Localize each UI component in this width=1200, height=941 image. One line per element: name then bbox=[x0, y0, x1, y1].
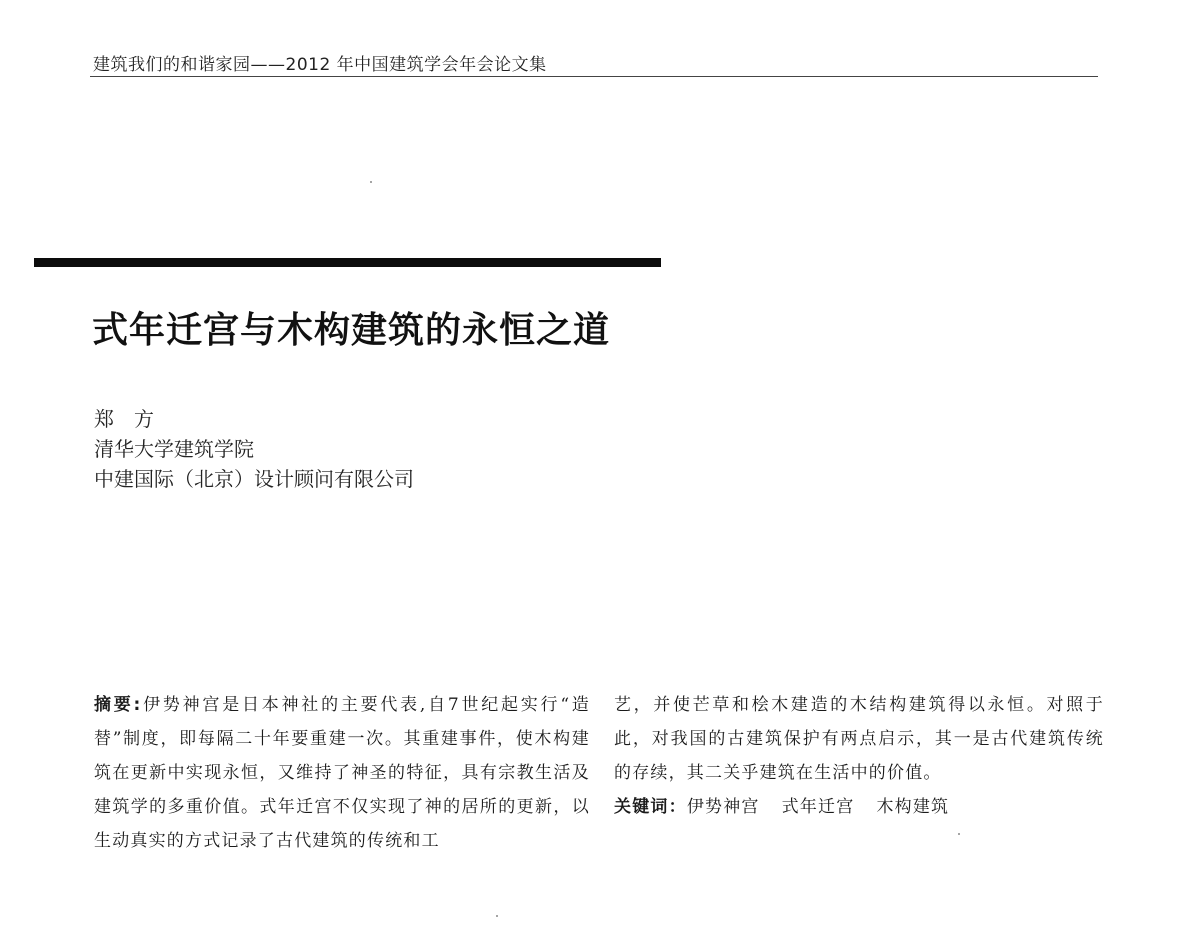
scan-speck bbox=[496, 915, 498, 917]
abstract-text-left: 伊势神宫是日本神社的主要代表,自7世纪起实行“造替”制度，即每隔二十年要重建一次。其重建事件，使木构建筑在更新中实现永恒，又维持了神圣的特征，具有宗教生活及建筑学的多重价值。式年迁宫不仅实现了神的居所的更新，以生动真实的方式记录了古代建筑的传统和工 bbox=[94, 695, 590, 851]
paper-title: 式年迁宫与木构建筑的永恒之道 bbox=[92, 310, 611, 351]
keyword-1: 伊势神宫 bbox=[686, 797, 760, 817]
keyword-2: 式年迁宫 bbox=[781, 797, 855, 817]
title-bar bbox=[34, 258, 661, 267]
abstract-right-column bbox=[614, 688, 1104, 824]
abstract-label: 摘要: bbox=[94, 695, 142, 715]
scan-speck bbox=[958, 833, 960, 835]
scan-speck bbox=[370, 181, 372, 183]
affiliation-2: 中建国际（北京）设计顾问有限公司 bbox=[94, 467, 414, 491]
affiliation-1: 清华大学建筑学院 bbox=[94, 437, 254, 461]
keywords-label: 关键词： bbox=[614, 797, 687, 817]
abstract-left-column bbox=[94, 688, 590, 858]
running-header: 建筑我们的和谐家园——2012 年中国建筑学会年会论文集 bbox=[93, 55, 547, 75]
header-rule bbox=[90, 76, 1098, 77]
keyword-3: 木构建筑 bbox=[876, 797, 950, 817]
abstract-text-right: 艺，并使芒草和桧木建造的木结构建筑得以永恒。对照于此，对我国的古建筑保护有两点启示，其一是古代建筑传统的存续，其二关乎建筑在生活中的价值。 bbox=[614, 695, 1104, 783]
author-block bbox=[94, 404, 414, 494]
keywords bbox=[614, 790, 1104, 824]
author-name: 郑方 bbox=[94, 407, 174, 431]
